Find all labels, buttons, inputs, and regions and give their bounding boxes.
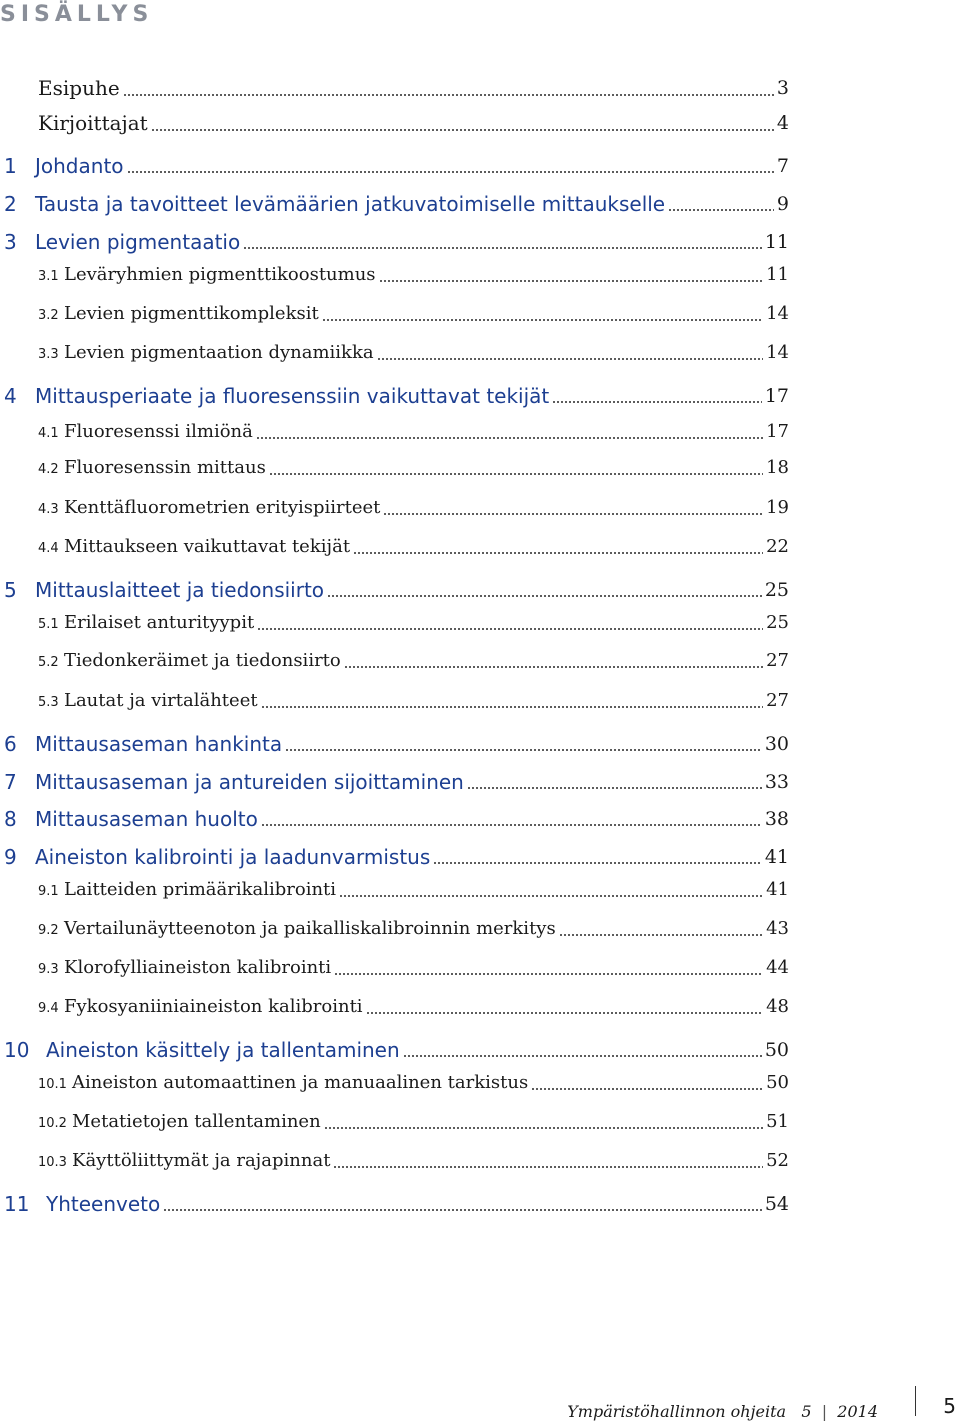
toc-dot-leader <box>243 247 762 249</box>
toc-entry-page: 51 <box>766 1111 789 1132</box>
toc-entry-page: 22 <box>766 536 789 557</box>
toc-entry[interactable] <box>0 108 789 140</box>
toc-dot-leader <box>433 862 762 864</box>
toc-dot-leader <box>559 934 763 936</box>
page-footer <box>0 1394 960 1422</box>
toc-entry-title[interactable]: Levien pigmentaation dynamiikka <box>64 342 374 363</box>
toc-entry-page: 50 <box>766 1072 789 1093</box>
toc-dot-leader <box>383 513 763 515</box>
toc-entry-page: 41 <box>766 879 789 900</box>
toc-entry-title[interactable]: Mittausaseman hankinta <box>35 732 283 756</box>
toc-entry[interactable] <box>0 992 789 1024</box>
toc-entry-number: 9.1 <box>38 884 59 899</box>
toc-dot-leader <box>322 319 763 321</box>
toc-entry-title[interactable]: Aineiston kalibrointi ja laadunvarmistus <box>35 845 431 869</box>
toc-dot-leader <box>467 787 762 789</box>
toc-dot-leader <box>269 473 763 475</box>
toc-entry-page: 17 <box>766 421 789 442</box>
toc-entry-number: 5.3 <box>38 695 59 710</box>
toc-entry[interactable] <box>0 1107 789 1139</box>
toc-entry[interactable] <box>0 73 789 105</box>
toc-dot-leader <box>353 552 763 554</box>
toc-entry-page: 25 <box>766 612 789 633</box>
footer-series: Ympäristöhallinnon ohjeita <box>567 1402 787 1421</box>
toc-entry-page: 4 <box>776 112 789 134</box>
toc-entry-title[interactable]: Mittauslaitteet ja tiedonsiirto <box>35 578 325 602</box>
toc-entry-number: 5.2 <box>38 655 59 670</box>
toc-entry-number: 7 <box>4 770 17 794</box>
toc-entry-number: 6 <box>4 732 17 756</box>
toc-entry-title[interactable]: Fluoresenssin mittaus <box>64 457 266 478</box>
footer-separator <box>791 1402 796 1421</box>
toc-entry-page: 11 <box>764 231 789 253</box>
toc-dot-leader <box>127 171 774 173</box>
toc-entry-title[interactable]: Mittausperiaate ja fluoresenssiin vaikuttavat tekijät <box>35 384 550 408</box>
toc-dot-leader <box>256 437 763 439</box>
toc-entry-title[interactable]: Tausta ja tavoitteet levämäärien jatkuvatoimiselle mittaukselle <box>35 192 666 216</box>
toc-dot-leader <box>403 1055 762 1057</box>
toc-entry-number: 3 <box>4 230 17 254</box>
toc-entry-title[interactable]: Johdanto <box>35 154 124 178</box>
toc-entry-number: 9 <box>4 845 17 869</box>
toc-entry-number: 4 <box>4 384 17 408</box>
toc-entry[interactable] <box>0 493 789 525</box>
toc-entry[interactable] <box>0 453 789 485</box>
toc-dot-leader <box>552 401 762 403</box>
toc-entry-page: 27 <box>766 690 789 711</box>
toc-entry-number: 4.1 <box>38 426 59 441</box>
toc-entry-page: 33 <box>764 771 789 793</box>
toc-entry-title[interactable]: Esipuhe <box>38 76 120 100</box>
toc-entry-title[interactable]: Erilaiset anturityypit <box>64 612 255 633</box>
toc-entry-title[interactable]: Mittaukseen vaikuttavat tekijät <box>64 536 351 557</box>
toc-entry-number: 9.3 <box>38 962 59 977</box>
toc-dot-leader <box>333 1166 763 1168</box>
toc-entry[interactable] <box>0 299 789 331</box>
footer-publication <box>567 1402 878 1421</box>
page-number: 5 <box>943 1394 956 1418</box>
toc-entry-number: 4.2 <box>38 462 59 477</box>
toc-entry[interactable] <box>0 953 789 985</box>
toc-entry-page: 17 <box>764 385 789 407</box>
toc-entry-page: 52 <box>766 1150 789 1171</box>
toc-entry[interactable] <box>0 381 789 413</box>
toc-entry-number: 8 <box>4 807 17 831</box>
footer-separator: | <box>816 1402 833 1421</box>
toc-entry-title[interactable]: Kirjoittajat <box>38 111 148 135</box>
toc-entry-number: 3.2 <box>38 308 59 323</box>
toc-entry-title[interactable]: Fluoresenssi ilmiönä <box>64 421 253 442</box>
toc-entry[interactable] <box>0 875 789 907</box>
toc-entry[interactable] <box>0 646 789 678</box>
toc-dot-leader <box>531 1088 763 1090</box>
toc-entry-title[interactable]: Tiedonkeräimet ja tiedonsiirto <box>64 650 341 671</box>
toc-entry[interactable] <box>0 804 789 836</box>
toc-entry-title[interactable]: Aineiston automaattinen ja manuaalinen tarkistus <box>72 1072 529 1093</box>
toc-dot-leader <box>261 824 762 826</box>
toc-entry-title[interactable]: Yhteenveto <box>46 1192 161 1216</box>
toc-entry-page: 54 <box>764 1193 789 1215</box>
toc-entry-number: 9.4 <box>38 1001 59 1016</box>
toc-entry[interactable] <box>0 914 789 946</box>
toc-entry-title[interactable]: Fykosyaniiniaineiston kalibrointi <box>64 996 363 1017</box>
toc-entry-title[interactable]: Levien pigmenttikompleksit <box>64 303 319 324</box>
toc-dot-leader <box>123 94 774 96</box>
toc-entry[interactable] <box>0 151 789 183</box>
toc-dot-leader <box>366 1012 764 1014</box>
toc-entry[interactable] <box>0 729 789 761</box>
toc-entry-page: 11 <box>766 264 789 285</box>
toc-entry-title[interactable]: Mittausaseman huolto <box>35 807 258 831</box>
toc-entry[interactable] <box>0 417 789 449</box>
toc-entry[interactable] <box>0 1068 789 1100</box>
toc-entry-page: 43 <box>766 918 789 939</box>
toc-entry-title[interactable]: Lautat ja virtalähteet <box>64 690 258 711</box>
toc-entry-page: 44 <box>766 957 789 978</box>
toc-entry-number: 9.2 <box>38 923 59 938</box>
toc-dot-leader <box>261 706 764 708</box>
toc-dot-leader <box>379 280 764 282</box>
toc-entry-page: 38 <box>764 808 789 830</box>
toc-entry-number: 1 <box>4 154 17 178</box>
toc-entry-number: 4.4 <box>38 541 59 556</box>
toc-entry-title[interactable]: Aineiston käsittely ja tallentaminen <box>46 1038 400 1062</box>
toc-entry-title[interactable]: Laitteiden primäärikalibrointi <box>64 879 337 900</box>
toc-dot-leader <box>377 358 763 360</box>
toc-entry[interactable] <box>0 189 789 221</box>
toc-entry-page: 30 <box>764 733 789 755</box>
toc-entry-title[interactable]: Leväryhmien pigmenttikoostumus <box>64 264 376 285</box>
toc-entry-page: 9 <box>776 193 789 215</box>
toc-entry[interactable] <box>0 767 789 799</box>
toc-entry-title[interactable]: Levien pigmentaatio <box>35 230 241 254</box>
toc-entry-title[interactable]: Vertailunäytteenoton ja paikalliskalibroinnin merkitys <box>64 918 556 939</box>
toc-entry-number: 10.2 <box>38 1116 67 1131</box>
toc-entry-page: 19 <box>766 497 789 518</box>
toc-entry-page: 3 <box>776 77 789 99</box>
toc-entry-number: 10.3 <box>38 1155 67 1170</box>
toc-entry-title[interactable]: Metatietojen tallentaminen <box>72 1111 321 1132</box>
footer-year: 2014 <box>837 1402 878 1421</box>
toc-entry-page: 48 <box>766 996 789 1017</box>
toc-entry-number: 10.1 <box>38 1077 67 1092</box>
toc-entry[interactable] <box>0 338 789 370</box>
toc-entry-page: 7 <box>776 155 789 177</box>
toc-entry-page: 41 <box>764 846 789 868</box>
toc-dot-leader <box>324 1127 763 1129</box>
toc-entry[interactable] <box>0 842 789 874</box>
toc-entry-title[interactable]: Kenttäfluorometrien erityispiirteet <box>64 497 381 518</box>
toc-entry-page: 50 <box>764 1039 789 1061</box>
toc-entry[interactable] <box>0 1189 789 1221</box>
footer-divider <box>915 1386 916 1416</box>
toc-entry-number: 10 <box>4 1038 30 1062</box>
toc-entry-number: 3.1 <box>38 269 59 284</box>
toc-entry[interactable] <box>0 1035 789 1067</box>
toc-entry-title[interactable]: Klorofylliaineiston kalibrointi <box>64 957 332 978</box>
toc-entry-title[interactable]: Mittausaseman ja antureiden sijoittaminen <box>35 770 464 794</box>
toc-entry-number: 11 <box>4 1192 30 1216</box>
toc-entry-page: 25 <box>764 579 789 601</box>
toc-entry[interactable] <box>0 227 789 259</box>
footer-issue: 5 <box>801 1402 812 1421</box>
toc-entry[interactable] <box>0 686 789 718</box>
toc-dot-leader <box>163 1209 762 1211</box>
toc-dot-leader <box>285 749 762 751</box>
toc-entry-number: 5.1 <box>38 617 59 632</box>
toc-entry-page: 27 <box>766 650 789 671</box>
toc-entry[interactable] <box>0 1146 789 1178</box>
toc-dot-leader <box>344 666 763 668</box>
toc-entry[interactable] <box>0 608 789 640</box>
toc-dot-leader <box>327 595 762 597</box>
toc-entry[interactable] <box>0 575 789 607</box>
toc-entry-page: 18 <box>766 457 789 478</box>
toc-entry[interactable] <box>0 532 789 564</box>
toc-entry-page: 14 <box>766 303 789 324</box>
toc-entry-number: 4.3 <box>38 502 59 517</box>
toc-dot-leader <box>668 209 774 211</box>
toc-dot-leader <box>334 973 763 975</box>
toc-entry-title[interactable]: Käyttöliittymät ja rajapinnat <box>72 1150 331 1171</box>
toc-entry-number: 2 <box>4 192 17 216</box>
toc-dot-leader <box>257 628 763 630</box>
toc-dot-leader <box>339 895 763 897</box>
toc-entry-page: 14 <box>766 342 789 363</box>
toc-entry[interactable] <box>0 260 789 292</box>
page-heading: SISÄLLYS <box>0 2 154 27</box>
toc-entry-number: 3.3 <box>38 347 59 362</box>
toc-entry-number: 5 <box>4 578 17 602</box>
toc-dot-leader <box>151 129 774 131</box>
